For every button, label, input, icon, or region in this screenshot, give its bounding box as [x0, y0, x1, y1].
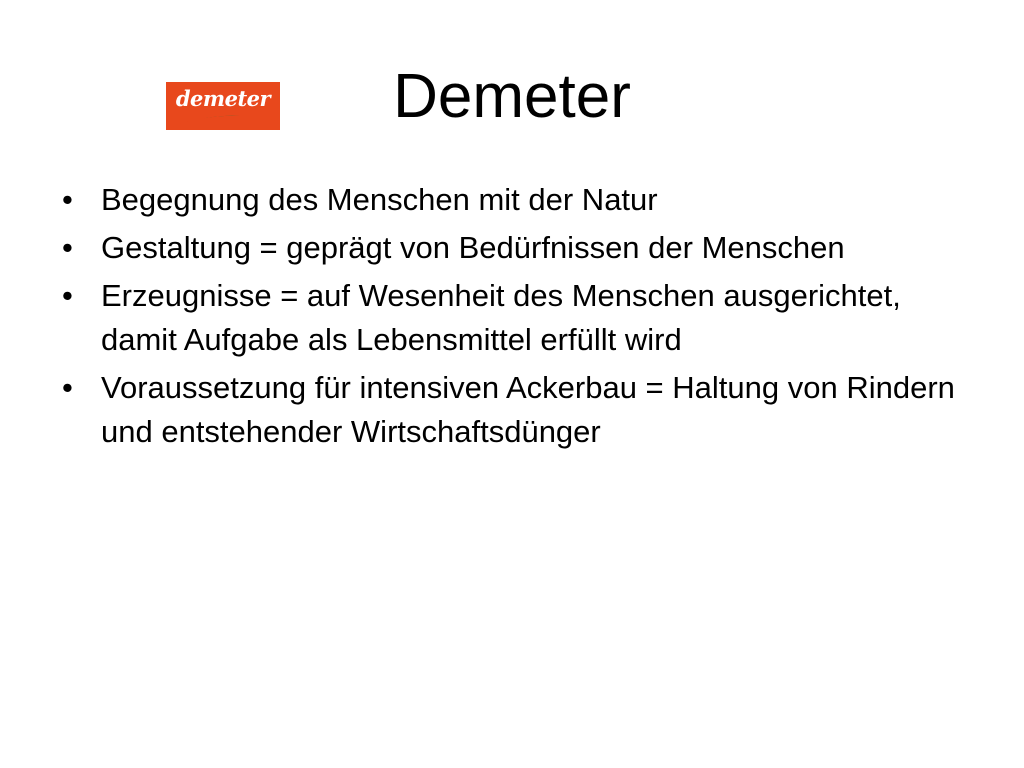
list-item-text: Erzeugnisse = auf Wesenheit des Menschen ausgerichtet, damit Aufgabe als Lebensmittel erfüllt wird	[101, 278, 901, 357]
list-item	[56, 178, 956, 222]
list-item-text: Begegnung des Menschen mit der Natur	[101, 182, 658, 217]
list-item-text: Voraussetzung für intensiven Ackerbau = Haltung von Rindern und entstehender Wirtschaftsdünger	[101, 370, 955, 449]
list-item	[56, 226, 956, 270]
demeter-logo-wordmark: demeter	[175, 86, 271, 111]
bullet-marker-icon: •	[62, 230, 73, 265]
bullet-marker-icon: •	[62, 370, 73, 405]
bullet-marker-icon: •	[62, 182, 73, 217]
slide-header	[0, 58, 1024, 148]
bullet-list	[56, 178, 956, 458]
bullet-marker-icon: •	[62, 278, 73, 313]
list-item	[56, 366, 956, 454]
list-item-text: Gestaltung = geprägt von Bedürfnissen der Menschen	[101, 230, 845, 265]
list-item	[56, 274, 956, 362]
page-title: Demeter	[393, 62, 631, 131]
